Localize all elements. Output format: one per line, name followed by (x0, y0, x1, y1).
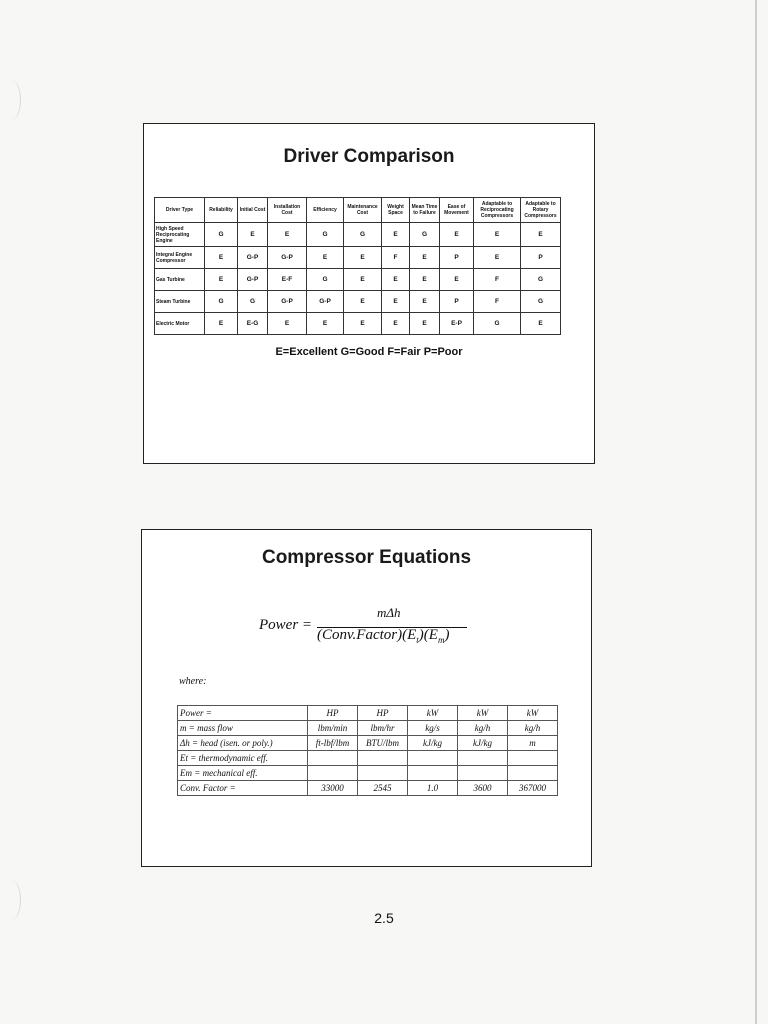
unit-cell: kJ/kg (458, 736, 508, 751)
variable-label: Δh = head (isen. or poly.) (178, 736, 308, 751)
rating-cell: E-P (440, 313, 474, 335)
denominator-part: )(E (418, 627, 438, 643)
column-header: Reliability (205, 198, 238, 223)
unit-cell: kg/h (458, 721, 508, 736)
rating-cell: E (382, 291, 410, 313)
unit-cell: kg/h (508, 721, 558, 736)
variable-label: Conv. Factor = (178, 781, 308, 796)
row-header: High Speed Reciprocating Engine (155, 223, 205, 247)
rating-cell: E (474, 223, 521, 247)
table-row (178, 706, 558, 721)
rating-cell: G-P (238, 247, 268, 269)
table-row (178, 766, 558, 781)
equation-numerator: mΔh (377, 605, 401, 620)
unit-cell (508, 766, 558, 781)
rating-cell: G (307, 269, 344, 291)
unit-cell: HP (358, 706, 408, 721)
unit-cell: HP (308, 706, 358, 721)
rating-cell: G-P (238, 269, 268, 291)
rating-cell: E (382, 313, 410, 335)
table-row (155, 291, 561, 313)
row-header: Electric Motor (155, 313, 205, 335)
table-row (178, 736, 558, 751)
rating-cell: E (344, 247, 382, 269)
rating-cell: E (205, 247, 238, 269)
unit-cell: m (508, 736, 558, 751)
rating-cell: P (521, 247, 561, 269)
slide-title: Driver Comparison (283, 146, 455, 167)
rating-cell: E (410, 291, 440, 313)
unit-cell: kW (408, 706, 458, 721)
rating-cell: E-F (268, 269, 307, 291)
unit-cell: kW (508, 706, 558, 721)
rating-cell: G-P (307, 291, 344, 313)
variable-label: Power = (178, 706, 308, 721)
column-header: Adaptable to Reciprocating Compressors (474, 198, 521, 223)
unit-cell: kW (458, 706, 508, 721)
column-header: Driver Type (155, 198, 205, 223)
rating-cell: E (410, 247, 440, 269)
rating-cell: G (521, 269, 561, 291)
table-row (155, 313, 561, 335)
rating-cell: E (382, 223, 410, 247)
unit-cell (308, 766, 358, 781)
rating-cell: E (268, 223, 307, 247)
rating-cell: F (382, 247, 410, 269)
rating-cell: G-P (268, 291, 307, 313)
unit-cell: lbm/min (308, 721, 358, 736)
unit-cell (308, 751, 358, 766)
rating-cell: P (440, 247, 474, 269)
subscript-m: m (437, 635, 445, 645)
rating-legend: E=Excellent G=Good F=Fair P=Poor (275, 346, 463, 358)
unit-cell: 1.0 (408, 781, 458, 796)
scan-smudge (2, 80, 21, 120)
unit-cell (458, 766, 508, 781)
rating-cell: E (307, 313, 344, 335)
where-label: where: (179, 676, 207, 687)
driver-comparison-table (154, 197, 561, 335)
unit-cell: ft-lbf/lbm (308, 736, 358, 751)
column-header: Initial Cost (238, 198, 268, 223)
rating-cell: E (344, 269, 382, 291)
column-header: Maintenance Cost (344, 198, 382, 223)
rating-cell: G (238, 291, 268, 313)
rating-cell: E (410, 313, 440, 335)
table-header-row (155, 198, 561, 223)
unit-cell: 33000 (308, 781, 358, 796)
equation-denominator (317, 627, 449, 645)
unit-cell (408, 751, 458, 766)
unit-cell: 2545 (358, 781, 408, 796)
unit-cell (458, 751, 508, 766)
column-header: Weight Space (382, 198, 410, 223)
row-header: Gas Turbine (155, 269, 205, 291)
equation-lhs: Power = (259, 617, 313, 633)
rating-cell: G (307, 223, 344, 247)
variable-label: Em = mechanical eff. (178, 766, 308, 781)
unit-cell: kJ/kg (408, 736, 458, 751)
unit-cell (408, 766, 458, 781)
unit-cell: BTU/lbm (358, 736, 408, 751)
denominator-part: ) (444, 627, 450, 643)
slide-driver-comparison (143, 123, 595, 464)
rating-cell: F (474, 291, 521, 313)
rating-cell: G (521, 291, 561, 313)
rating-cell: E-G (238, 313, 268, 335)
denominator-part: (Conv.Factor)(E (317, 627, 417, 643)
table-row (178, 751, 558, 766)
rating-cell: G (344, 223, 382, 247)
rating-cell: E (307, 247, 344, 269)
rating-cell: E (344, 291, 382, 313)
unit-cell (358, 766, 408, 781)
rating-cell: G (205, 291, 238, 313)
column-header: Mean Time to Failure (410, 198, 440, 223)
variable-label: Et = thermodynamic eff. (178, 751, 308, 766)
rating-cell: G (474, 313, 521, 335)
row-header: Steam Turbine (155, 291, 205, 313)
table-row (155, 223, 561, 247)
slide-compressor-equations (141, 529, 592, 867)
row-header: Integral Engine Compressor (155, 247, 205, 269)
subscript-t: t (416, 635, 419, 645)
variable-label: m = mass flow (178, 721, 308, 736)
rating-cell: F (474, 269, 521, 291)
table-row (155, 247, 561, 269)
column-header: Adaptable to Rotary Compressors (521, 198, 561, 223)
column-header: Installation Cost (268, 198, 307, 223)
unit-cell: 3600 (458, 781, 508, 796)
rating-cell: P (440, 291, 474, 313)
page-number: 2.5 (374, 910, 394, 926)
unit-cell: 367000 (508, 781, 558, 796)
rating-cell: E (382, 269, 410, 291)
rating-cell: G (205, 223, 238, 247)
unit-cell: lbm/hr (358, 721, 408, 736)
units-table (177, 705, 558, 796)
scan-page-edge (755, 0, 757, 1024)
rating-cell: E (440, 269, 474, 291)
table-row (155, 269, 561, 291)
rating-cell: E (474, 247, 521, 269)
rating-cell: E (268, 313, 307, 335)
slide-title: Compressor Equations (261, 547, 472, 568)
rating-cell: E (205, 313, 238, 335)
table-row (178, 721, 558, 736)
rating-cell: E (440, 223, 474, 247)
rating-cell: G (410, 223, 440, 247)
rating-cell: E (344, 313, 382, 335)
unit-cell (358, 751, 408, 766)
column-header: Efficiency (307, 198, 344, 223)
rating-cell: E (205, 269, 238, 291)
rating-cell: E (521, 223, 561, 247)
rating-cell: E (410, 269, 440, 291)
rating-cell: E (238, 223, 268, 247)
unit-cell: kg/s (408, 721, 458, 736)
rating-cell: G-P (268, 247, 307, 269)
table-row (178, 781, 558, 796)
unit-cell (508, 751, 558, 766)
rating-cell: E (521, 313, 561, 335)
column-header: Ease of Movement (440, 198, 474, 223)
